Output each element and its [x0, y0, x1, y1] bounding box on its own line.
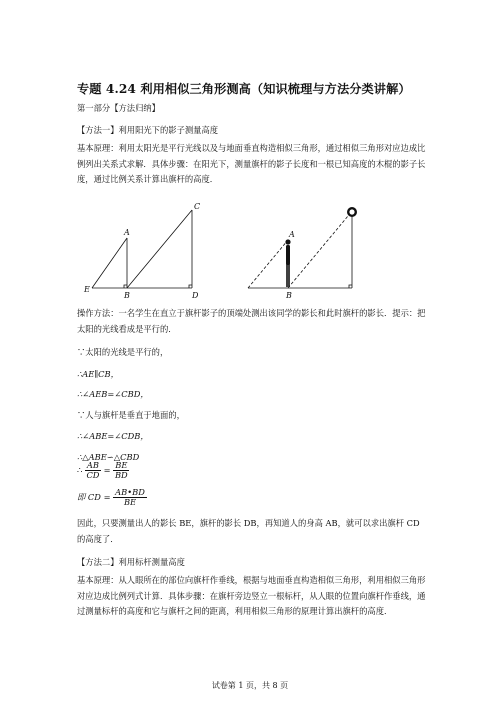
- label-b: B: [286, 291, 292, 300]
- shadow-measure-diagram: [240, 198, 370, 306]
- sun-ray-1: [248, 240, 288, 288]
- right-angle-b: [124, 285, 127, 288]
- section-heading: 第一部分【方法归纳】: [77, 103, 160, 113]
- fraction-cd: $\frac{AB•BD}{BE}$: [115, 487, 145, 507]
- method2-heading: 【方法二】利用标杆测量高度: [77, 557, 185, 567]
- label-e: E: [84, 285, 90, 294]
- operation-text: 操作方法：一名学生在直立于旗杆影子的顶端处测出该同学的影长和此时旗杆的影长．提示：把太阳的光线看成是平行的．: [77, 308, 426, 334]
- label-a: A: [124, 228, 130, 237]
- fraction-be-bd: $\frac{BE}{BD}$: [114, 460, 128, 480]
- method1-principle: 基本原理：利用太阳光是平行光线以及与地面垂直构造相似三角形，通过相似三角形对应边成比例列出关系式求解．具体步骤：在阳光下，测量旗杆的影子长度和一根已知高度的木棍的影子长度，通过比例关系计算出旗杆的高度．: [77, 143, 426, 184]
- page-title: 专题 4.24 利用相似三角形测高（知识梳理与方法分类讲解）: [77, 82, 411, 96]
- method2-principle: 基本原理：从人眼所在的部位向旗杆作垂线，根据与地面垂直构造相似三角形，利用相似三角形对应边成比例列式计算．具体步骤：在旗杆旁边竖立一根标杆，从人眼的位置向旗杆作垂线，通过测量标杆的高度和它与旗杆之间的距离，利用相似三角形的原理计算出旗杆的高度．: [77, 575, 426, 616]
- sun-ray-2: [288, 216, 348, 288]
- right-angle: [349, 285, 352, 288]
- label-c: C: [194, 202, 201, 211]
- fraction-ab-cd: $\frac{AB}{CD}$: [86, 460, 100, 480]
- proof-line-1: ∵太阳的光线是平行的，: [77, 347, 169, 357]
- label-b: B: [124, 291, 130, 300]
- proof-line-7: ∴ $\frac{AB}{CD}$ = $\frac{BE}{BD}$: [77, 460, 128, 480]
- proof-line-4: ∵人与旗杆是垂直于地面的，: [77, 410, 185, 420]
- method1-heading: 【方法一】利用阳光下的影子测量高度: [77, 125, 219, 135]
- label-a: A: [289, 230, 295, 239]
- conclusion-text: 因此，只要测量出人的影长 BE，旗杆的影长 DB，再知道人的身高 AB，就可以求出旗杆 CD 的高度了．: [77, 518, 420, 544]
- segment-cb: [127, 210, 192, 288]
- page-footer: 试卷第 1 页，共 8 页: [211, 681, 289, 690]
- sun-icon: [347, 207, 357, 217]
- proof-line-8: 即 CD = $\frac{AB•BD}{BE}$: [77, 487, 145, 507]
- segment-ae: [92, 238, 127, 288]
- proof-line-5: ∴∠ABE=∠CDB，: [77, 431, 149, 441]
- right-angle-d: [189, 285, 192, 288]
- proof-line-2: ∴AE∥CB，: [77, 369, 119, 379]
- proof-line-3: ∴∠AEB=∠CBD，: [77, 389, 149, 399]
- label-d: D: [192, 291, 199, 300]
- person-silhouette: [285, 239, 290, 287]
- similar-triangles-diagram: [80, 200, 220, 305]
- proof-line-6: ∴△ABE∽△CBD: [77, 452, 140, 462]
